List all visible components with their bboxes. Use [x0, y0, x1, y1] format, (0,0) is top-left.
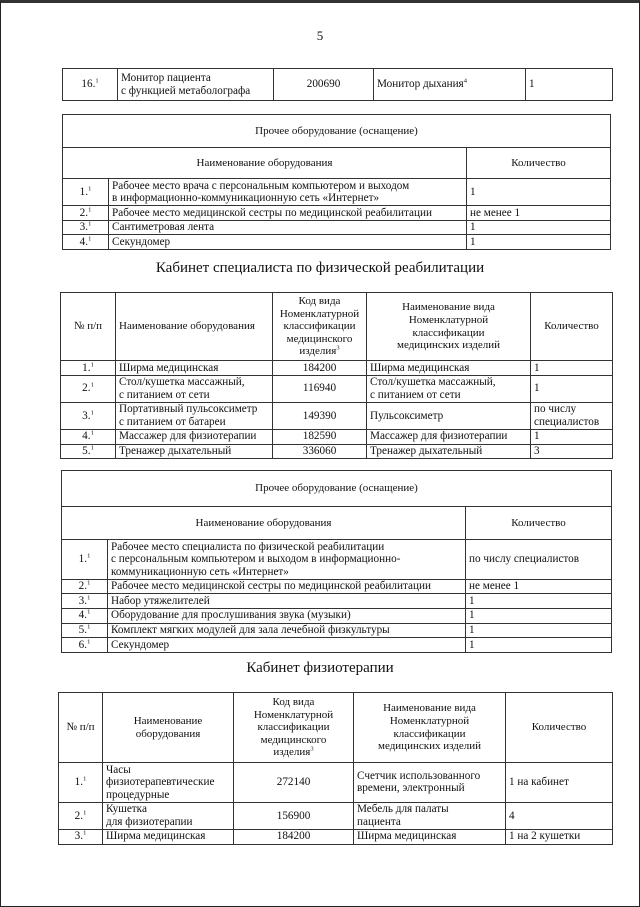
- table-row: [59, 763, 613, 803]
- header-line: классификации: [257, 721, 330, 734]
- table-row: [63, 206, 611, 221]
- footnote-mark: 1: [90, 381, 94, 389]
- equipment-name-cell: [103, 829, 234, 844]
- nomenclature-code: 184200: [234, 829, 354, 844]
- footnote-mark: 1: [83, 775, 87, 783]
- table-row: [61, 361, 613, 376]
- footnote-mark: 1: [87, 623, 91, 631]
- row-number: 2.: [78, 580, 88, 593]
- table-row: [62, 594, 612, 609]
- column-header-quantity: Количество: [531, 293, 613, 361]
- column-header-number: № п/п: [61, 293, 116, 361]
- footnote-mark: 1: [90, 429, 94, 437]
- text-line: по числу: [534, 403, 577, 416]
- text-line: с питанием от сети: [119, 388, 210, 401]
- table-row: [62, 638, 612, 653]
- quantity-cell: [531, 375, 613, 402]
- row-number-cell: [61, 429, 116, 444]
- footnote-mark: 1: [88, 235, 92, 243]
- nomenclature-code: 116940: [273, 375, 367, 402]
- footnote-mark: 1: [87, 552, 91, 560]
- equipment-name-cell: [108, 540, 466, 580]
- nomenclature-kind-cell: [374, 69, 526, 101]
- text-line: 1 на кабинет: [509, 776, 569, 789]
- nomenclature-kind-cell: [354, 829, 506, 844]
- quantity-cell: [506, 829, 613, 844]
- column-header-name: Наименование оборудования: [63, 148, 467, 179]
- row-number-cell: [61, 402, 116, 429]
- physical-rehab-equipment-table: [60, 292, 613, 459]
- text-line: с персональным компьютером и выходом в информационно-: [111, 553, 401, 566]
- text-line: Рабочее место медицинской сестры по медицинской реабилитации: [111, 580, 431, 593]
- footnote-mark: 4: [463, 77, 467, 85]
- row-number-cell: [62, 579, 108, 594]
- row-number: 3.: [78, 594, 88, 607]
- footnote-mark: 1: [83, 808, 87, 816]
- column-header-name: [103, 693, 234, 763]
- text-line: 1: [534, 361, 540, 374]
- nomenclature-code: 182590: [273, 429, 367, 444]
- equipment-name-cell: [108, 579, 466, 594]
- equipment-name-cell: [109, 179, 467, 206]
- row-number: 1.: [78, 553, 88, 566]
- text-line: Тренажер дыхательный: [119, 445, 232, 458]
- nomenclature-code: 149390: [273, 402, 367, 429]
- table-title: Прочее оборудование (оснащение): [62, 471, 612, 507]
- footnote-mark: 1: [88, 185, 92, 193]
- footnote-mark: 1: [95, 77, 99, 85]
- row-number-cell: [61, 444, 116, 459]
- header-line: Код вида: [298, 295, 341, 308]
- row-number-cell: [61, 361, 116, 376]
- text-line: процедурные: [106, 788, 170, 801]
- text-line: Секундомер: [111, 638, 170, 651]
- footnote-mark: 1: [87, 608, 91, 616]
- row-number-cell: [62, 594, 108, 609]
- header-line: изделия: [299, 345, 337, 358]
- table-row: [61, 429, 613, 444]
- quantity: не менее 1: [466, 579, 612, 594]
- nomenclature-kind-cell: [354, 802, 506, 829]
- header-line: классификации: [283, 320, 356, 333]
- equipment-name-cell: [116, 429, 273, 444]
- header-line: медицинского: [260, 733, 327, 746]
- table-row: [61, 444, 613, 459]
- quantity: 1: [466, 594, 612, 609]
- equipment-name-cell: [108, 638, 466, 653]
- table-row: [63, 69, 613, 101]
- equipment-name-cell: [108, 623, 466, 638]
- quantity-cell: [531, 361, 613, 376]
- quantity-cell: [531, 429, 613, 444]
- text-line: в информационно-коммуникационную сеть «Интернет»: [112, 192, 380, 205]
- row-number: 1.: [82, 361, 91, 374]
- quantity: 1: [467, 235, 611, 250]
- table-row: [62, 579, 612, 594]
- text-line: Счетчик использованного: [357, 769, 481, 782]
- quantity-cell: [531, 402, 613, 429]
- footnote-mark: 1: [90, 408, 94, 416]
- text-line: 1 на 2 кушетки: [509, 830, 581, 843]
- table-row: [59, 829, 613, 844]
- equipment-name-cell: [116, 402, 273, 429]
- equipment-name-cell: [103, 763, 234, 803]
- header-line: классификации: [393, 727, 466, 740]
- header-line: Номенклатурной: [408, 313, 489, 326]
- nomenclature-kind-cell: [367, 361, 531, 376]
- nomenclature-code: 336060: [273, 444, 367, 459]
- row-number: 5.: [78, 624, 88, 637]
- row-number: 1.: [74, 776, 84, 789]
- row-number: 1.: [79, 185, 89, 198]
- header-line: Наименование вида: [402, 301, 495, 314]
- text-line: Ширма медицинская: [119, 361, 219, 374]
- quantity: не менее 1: [467, 206, 611, 221]
- equipment-name-cell: [103, 802, 234, 829]
- quantity: 1: [466, 638, 612, 653]
- table-title: Прочее оборудование (оснащение): [63, 115, 611, 148]
- row-number: 5.: [82, 445, 91, 458]
- row-number-cell: [63, 69, 118, 101]
- table-row: [62, 540, 612, 580]
- footnote-mark: 1: [90, 444, 94, 452]
- text-line: Массажер для физиотерапии: [119, 430, 257, 443]
- text-line: Часы: [106, 763, 131, 776]
- column-header-name: Наименование оборудования: [62, 507, 466, 540]
- footnote-mark: 1: [87, 594, 91, 602]
- row-number-cell: [59, 829, 103, 844]
- text-line: физиотерапевтические: [106, 776, 215, 789]
- text-line: Комплект мягких модулей для зала лечебной физкультуры: [111, 624, 390, 637]
- table-row: [63, 179, 611, 206]
- row-number: 16.: [81, 78, 96, 91]
- column-header-code: [234, 693, 354, 763]
- table-row: [61, 402, 613, 429]
- text-line: Стол/кушетка массажный,: [119, 376, 245, 389]
- row-number-cell: [63, 179, 109, 206]
- text-line: Стол/кушетка массажный,: [370, 376, 496, 389]
- text-line: Тренажер дыхательный: [370, 445, 483, 458]
- quantity: 1: [466, 623, 612, 638]
- text-line: коммуникационную сеть «Интернет»: [111, 565, 289, 578]
- table-row: [62, 623, 612, 638]
- row-number: 2.: [79, 206, 89, 219]
- header-text: Наименование оборудования: [119, 320, 255, 333]
- text-line: 1: [534, 430, 540, 443]
- header-line: Номенклатурной: [389, 714, 470, 727]
- row-number: 6.: [78, 638, 88, 651]
- text-line: Массажер для физиотерапии: [370, 430, 508, 443]
- equipment-name-cell: [108, 608, 466, 623]
- footnote-mark: 3: [336, 344, 340, 352]
- text-line: Оборудование для прослушивания звука (музыки): [111, 609, 351, 622]
- table-row: [63, 235, 611, 250]
- quantity: 1: [467, 220, 611, 235]
- text-line: Ширма медицинская: [106, 830, 206, 843]
- table-row: [61, 375, 613, 402]
- text-line: Рабочее место специалиста по физической реабилитации: [111, 540, 385, 553]
- quantity: 1: [466, 608, 612, 623]
- header-line: Код вида: [272, 696, 315, 709]
- nomenclature-kind-cell: [367, 375, 531, 402]
- header-line: классификации: [412, 326, 485, 339]
- nomenclature-code: 156900: [234, 802, 354, 829]
- nomenclature-kind-cell: [367, 444, 531, 459]
- text-line: Набор утяжелителей: [111, 594, 210, 607]
- footnote-mark: 1: [87, 637, 91, 645]
- row-number-cell: [63, 206, 109, 221]
- footnote-mark: 1: [88, 205, 92, 213]
- continuation-table: [62, 68, 613, 101]
- text-line: специалистов: [534, 415, 600, 428]
- quantity-cell: [506, 763, 613, 803]
- nomenclature-code: 200690: [274, 69, 374, 101]
- column-header-name: [116, 293, 273, 361]
- text-line: 4: [509, 809, 515, 822]
- header-line: медицинских изделий: [378, 740, 481, 753]
- quantity: 1: [526, 69, 613, 101]
- nomenclature-kind-cell: [354, 763, 506, 803]
- column-header-quantity: Количество: [467, 148, 611, 179]
- column-header-number: № п/п: [59, 693, 103, 763]
- text-line: с питанием от сети: [370, 388, 461, 401]
- nomenclature-code: 184200: [273, 361, 367, 376]
- text-line: времени, электронный: [357, 782, 465, 795]
- nomenclature-kind-cell: [367, 429, 531, 444]
- row-number-cell: [63, 220, 109, 235]
- equipment-name-cell: [109, 235, 467, 250]
- text-line: Ширма медицинская: [370, 361, 470, 374]
- page-number: 5: [316, 28, 324, 43]
- quantity-cell: [531, 444, 613, 459]
- row-number-cell: [61, 375, 116, 402]
- header-line: Номенклатурной: [253, 708, 334, 721]
- header-line: медицинского: [286, 332, 353, 345]
- nomenclature-kind: Монитор дыхания: [377, 78, 464, 91]
- text-line: с питанием от батареи: [119, 415, 226, 428]
- footnote-mark: 1: [87, 579, 91, 587]
- equipment-name-cell: [118, 69, 274, 101]
- equipment-name-cell: [108, 594, 466, 609]
- column-header-kind: [367, 293, 531, 361]
- quantity-cell: [506, 802, 613, 829]
- footnote-mark: 1: [88, 220, 92, 228]
- text-line: Портативный пульсоксиметр: [119, 403, 258, 416]
- column-header-quantity: Количество: [506, 693, 613, 763]
- text-line: для физиотерапии: [106, 815, 193, 828]
- text-line: Секундомер: [112, 235, 171, 248]
- text-line: Сантиметровая лента: [112, 221, 215, 234]
- row-number-cell: [59, 763, 103, 803]
- header-line: Наименование вида: [383, 702, 476, 715]
- text-line: 1: [534, 382, 540, 395]
- footnote-mark: 3: [310, 745, 314, 753]
- text-line: с функцией метаболографа: [121, 84, 251, 97]
- text-line: Рабочее место медицинской сестры по медицинской реабилитации: [112, 206, 432, 219]
- header-line: медицинских изделий: [397, 339, 500, 352]
- row-number: 4.: [79, 235, 89, 248]
- equipment-name-cell: [116, 375, 273, 402]
- row-number: 2.: [74, 809, 84, 822]
- row-number: 3.: [82, 409, 91, 422]
- table-row: [62, 608, 612, 623]
- row-number-cell: [63, 235, 109, 250]
- section-title-physical-rehab: Кабинет специалиста по физической реабилитации: [155, 260, 485, 276]
- quantity: 1: [467, 179, 611, 206]
- other-equipment-table-2: [61, 470, 612, 653]
- text-line: Ширма медицинская: [357, 830, 457, 843]
- table-row: [59, 802, 613, 829]
- physiotherapy-equipment-table: [58, 692, 613, 845]
- header-line: оборудования: [135, 727, 201, 740]
- row-number: 4.: [78, 609, 88, 622]
- row-number-cell: [59, 802, 103, 829]
- row-number: 3.: [79, 221, 89, 234]
- equipment-name-cell: [116, 361, 273, 376]
- footnote-mark: 1: [90, 360, 94, 368]
- quantity: по числу специалистов: [466, 540, 612, 580]
- row-number: 2.: [82, 382, 91, 395]
- equipment-name-cell: [109, 220, 467, 235]
- row-number: 4.: [82, 430, 91, 443]
- row-number-cell: [62, 540, 108, 580]
- text-line: 3: [534, 445, 540, 458]
- section-title-physiotherapy: Кабинет физиотерапии: [246, 660, 394, 676]
- header-line: Наименование: [133, 714, 203, 727]
- footnote-mark: 1: [83, 829, 87, 837]
- table-row: [63, 220, 611, 235]
- header-line: изделия: [273, 746, 311, 759]
- text-line: Пульсоксиметр: [370, 409, 444, 422]
- row-number-cell: [62, 638, 108, 653]
- column-header-quantity: Количество: [466, 507, 612, 540]
- text-line: пациента: [357, 815, 401, 828]
- text-line: Мебель для палаты: [357, 803, 449, 816]
- column-header-code: [273, 293, 367, 361]
- text-line: Рабочее место врача с персональным компьютером и выходом: [112, 179, 410, 192]
- nomenclature-kind-cell: [367, 402, 531, 429]
- text-line: Монитор пациента: [121, 71, 211, 84]
- header-line: Номенклатурной: [279, 307, 360, 320]
- row-number: 3.: [74, 830, 84, 843]
- column-header-kind: [354, 693, 506, 763]
- row-number-cell: [62, 608, 108, 623]
- row-number-cell: [62, 623, 108, 638]
- equipment-name-cell: [116, 444, 273, 459]
- nomenclature-code: 272140: [234, 763, 354, 803]
- equipment-name-cell: [109, 206, 467, 221]
- text-line: Кушетка: [106, 803, 147, 816]
- other-equipment-table-1: [62, 114, 611, 250]
